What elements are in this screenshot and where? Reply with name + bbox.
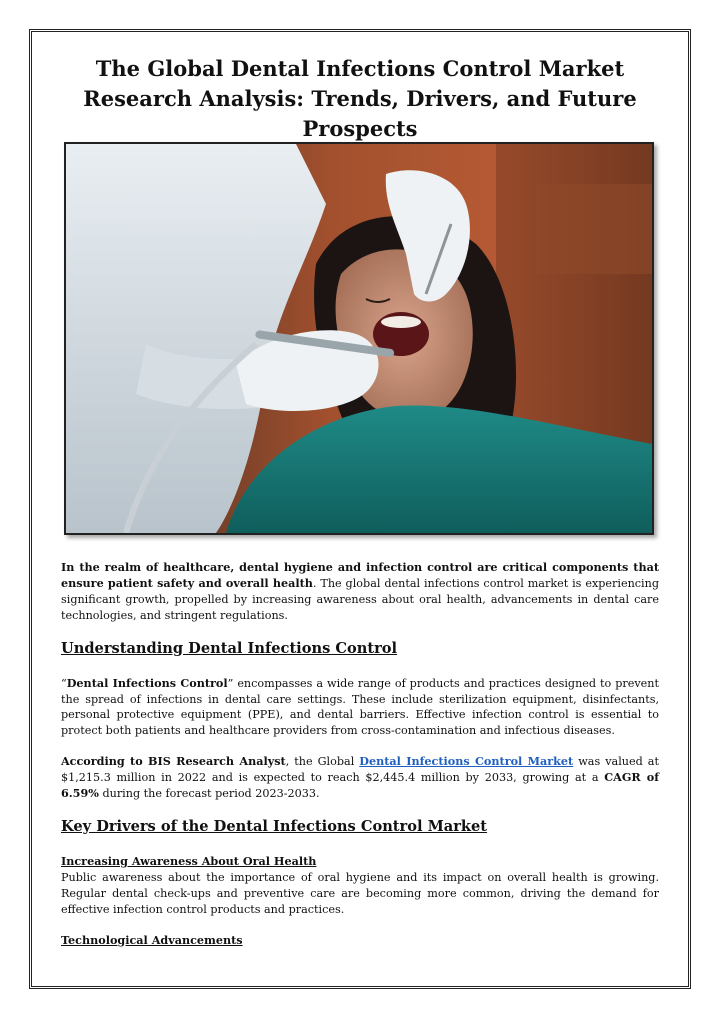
subheading-awareness: Increasing Awareness About Oral Health xyxy=(61,853,317,868)
intro-paragraph xyxy=(61,560,659,624)
definition-text: ” encompasses a wide range of products and practices designed to prevent the spread of infections in dental care settings. These include sterilization equipment, disinfectants, personal protective equipment (PPE), and dental barriers. Effective infection control is essential to protect both patients and healthcare providers from cross-contamination and infectious diseases. xyxy=(61,676,659,738)
subheading-technology: Technological Advancements xyxy=(61,932,243,947)
market-report-link[interactable]: Dental Infections Control Market xyxy=(359,754,574,769)
market-text-c: during the forecast period 2023-2033. xyxy=(98,787,320,801)
intro-bold-lead: In the realm of healthcare, dental hygiene and infection control are critical components that ensure patient safety and overall health xyxy=(61,560,659,590)
page-title: The Global Dental Infections Control Market Research Analysis: Trends, Drivers, and Future Prospects xyxy=(83,56,637,141)
awareness-paragraph: Public awareness about the importance of oral hygiene and its impact on overall health is growing. Regular dental check-ups and preventive care are becoming more common, driving the demand for effective infection control products and practices. xyxy=(61,870,659,916)
article-body xyxy=(61,560,659,949)
market-text-a: , the Global xyxy=(285,755,360,769)
term-dental-infections-control: Dental Infections Control xyxy=(66,675,228,690)
analyst-attribution: According to BIS Research Analyst xyxy=(61,754,286,769)
intro-rest: . The global dental infections control market is experiencing significant growth, propelled by increasing awareness about oral health, advancements in dental care technologies, and stringent regulations. xyxy=(61,576,659,622)
definition-paragraph xyxy=(61,676,659,740)
market-text-b: was valued at $1,215.3 million in 2022 and is expected to reach $2,445.4 million by 2033, growing at a xyxy=(61,755,659,785)
dental-procedure-illustration xyxy=(66,144,652,533)
dental-procedure-photo xyxy=(64,142,654,535)
section-heading-key-drivers: Key Drivers of the Dental Infections Control Market xyxy=(61,817,488,835)
open-quote: “ xyxy=(61,676,67,690)
market-size-paragraph xyxy=(61,754,659,802)
section-heading-understanding: Understanding Dental Infections Control xyxy=(61,639,398,657)
cagr-value: CAGR of 6.59% xyxy=(61,770,660,801)
